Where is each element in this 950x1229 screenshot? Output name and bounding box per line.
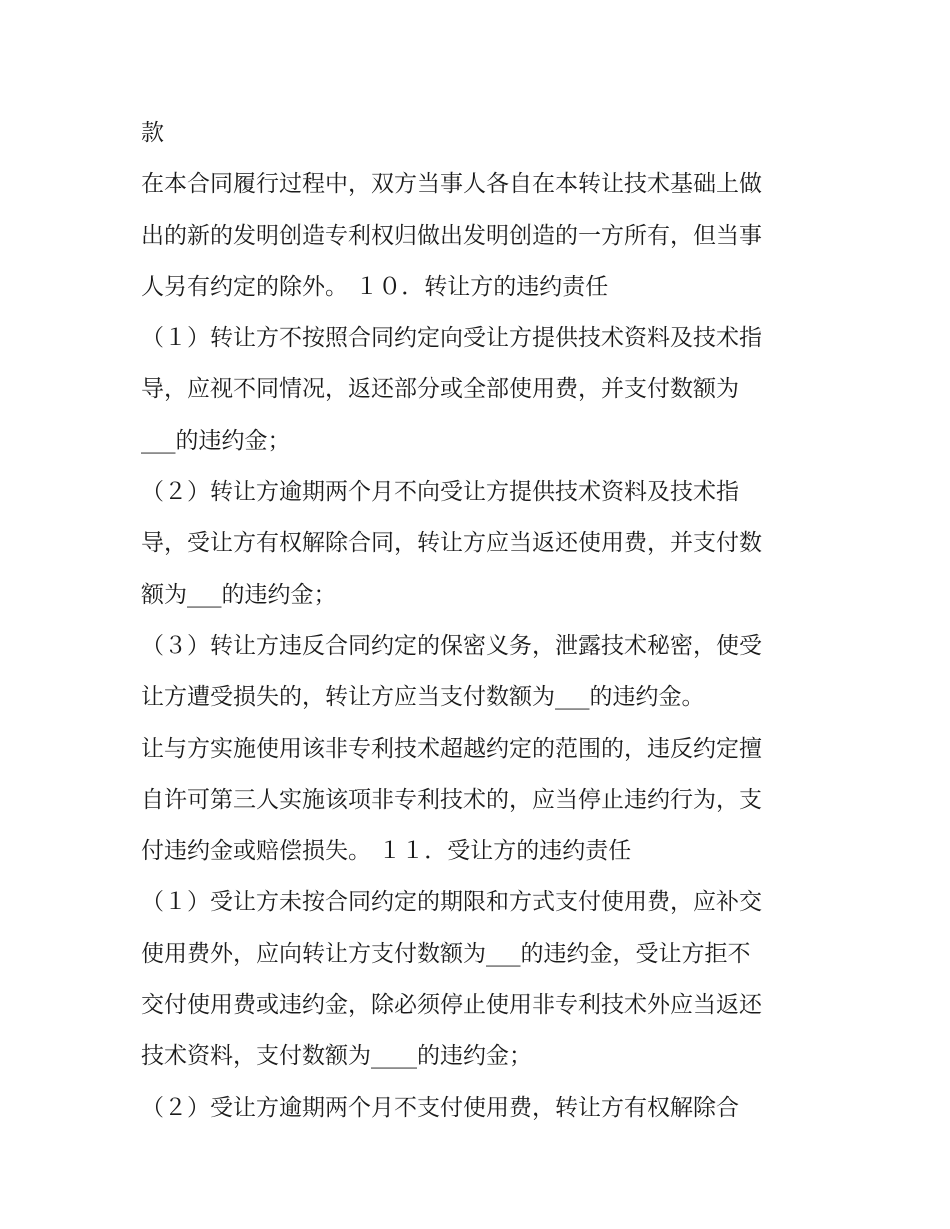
text-line: 让与方实施使用该非专利技术超越约定的范围的，违反约定擅 [141,735,762,762]
text-line: 款 [141,120,164,146]
text-line: 交付使用费或违约金，除必须停止使用非专利技术外应当返还 [141,992,762,1019]
text-line: 付违约金或赔偿损失。 １１．受让方的违约责任 [141,838,632,865]
text-line: （１）受让方未按合同约定的期限和方式支付使用费，应补交 [141,889,762,916]
text-line: 使用费外，应向转让方支付数额为___的违约金，受让方拒不 [141,940,751,967]
text-line: 导，受让方有权解除合同，转让方应当返还使用费，并支付数 [141,530,762,557]
text-line: 额为___的违约金； [141,581,337,608]
text-line: ___的违约金； [141,427,291,454]
text-line: 让方遭受损失的，转让方应当支付数额为___的违约金。 [141,684,705,711]
text-line: 在本合同履行过程中，双方当事人各自在本转让技术基础上做 [141,171,762,198]
text-line: 自许可第三人实施该项非专利技术的，应当停止违约行为，支 [141,786,762,813]
text-line: （３）转让方违反合同约定的保密义务，泄露技术秘密，使受 [141,632,762,659]
text-line: （１）转让方不按照合同约定向受让方提供技术资料及技术指 [141,325,762,352]
contract-text [141,108,821,1134]
text-line: 技术资料，支付数额为____的违约金； [141,1043,532,1070]
text-line: （２）受让方逾期两个月不支付使用费，转让方有权解除合 [141,1094,739,1121]
text-line: （２）转让方逾期两个月不向受让方提供技术资料及技术指 [141,479,739,506]
text-line: 人另有约定的除外。 １０．转让方的违约责任 [141,273,609,300]
text-line: 导，应视不同情况，返还部分或全部使用费，并支付数额为 [141,376,739,403]
text-line: 出的新的发明创造专利权归做出发明创造的一方所有，但当事 [141,222,762,249]
